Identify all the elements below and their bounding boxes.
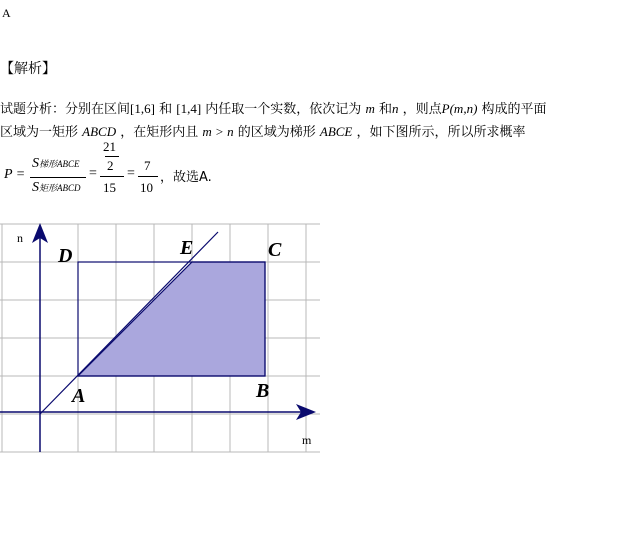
text: ，在矩形内且 [120,125,199,140]
area-symbol: S [32,180,39,195]
conclusion-text: ，故选A. [160,170,212,185]
text: 和 [159,102,173,117]
fraction-bar [138,176,158,177]
text: 内任取一个实数，依次记为 [205,102,362,117]
result-denominator: 10 [140,180,153,195]
rect-label: ABCD [82,124,117,139]
analysis-line-2 [0,121,526,140]
interval-2: [1,4] [176,101,202,116]
answer-letter: A [2,6,11,20]
m-axis-label: m [302,433,312,447]
text: ，则点 [402,102,442,117]
equals-sign: = [127,166,135,181]
point-c-label: C [268,239,282,261]
area-symbol: S [32,156,39,171]
point-p: P(m,n) [441,101,478,116]
point-d-label: D [58,245,73,267]
n-axis-label: n [17,231,23,245]
area-ratio [30,154,86,200]
text: ，如下图所示，所以所求概率 [356,125,526,140]
text: 和 [378,102,392,117]
result-numerator: 7 [144,158,151,173]
coordinate-figure [0,220,330,455]
point-b-label: B [256,380,270,402]
equals-sign: = [89,166,97,181]
denominator [32,180,81,196]
outer-denominator: 15 [103,180,116,195]
condition: m > n [202,124,234,139]
text: 区域为一矩形 [0,125,79,140]
section-title: 【解析】 [0,61,56,77]
var-n: n [392,101,399,116]
var-m: m [365,101,375,116]
numerator [32,156,80,172]
point-e-label: E [180,237,194,259]
inner-denominator: 2 [107,158,114,173]
inner-bar [105,156,119,157]
trap-label: ABCE [319,124,353,139]
fraction-bar [30,177,86,178]
subscript: 矩形ABCD [39,183,81,193]
formula-lhs: P = [4,167,26,182]
text: 构成的平面 [481,102,547,117]
interval-1: [1,6] [130,101,155,116]
compound-fraction [100,139,124,201]
text: 的区域为梯形 [237,125,316,140]
point-a-label: A [72,385,86,407]
text: 试题分析：分别在区间 [0,102,131,117]
fraction-bar [100,176,124,177]
analysis-line-1 [0,98,547,117]
result-fraction [138,158,158,200]
inner-numerator: 21 [103,139,116,154]
subscript: 梯形ABCE [39,159,80,169]
